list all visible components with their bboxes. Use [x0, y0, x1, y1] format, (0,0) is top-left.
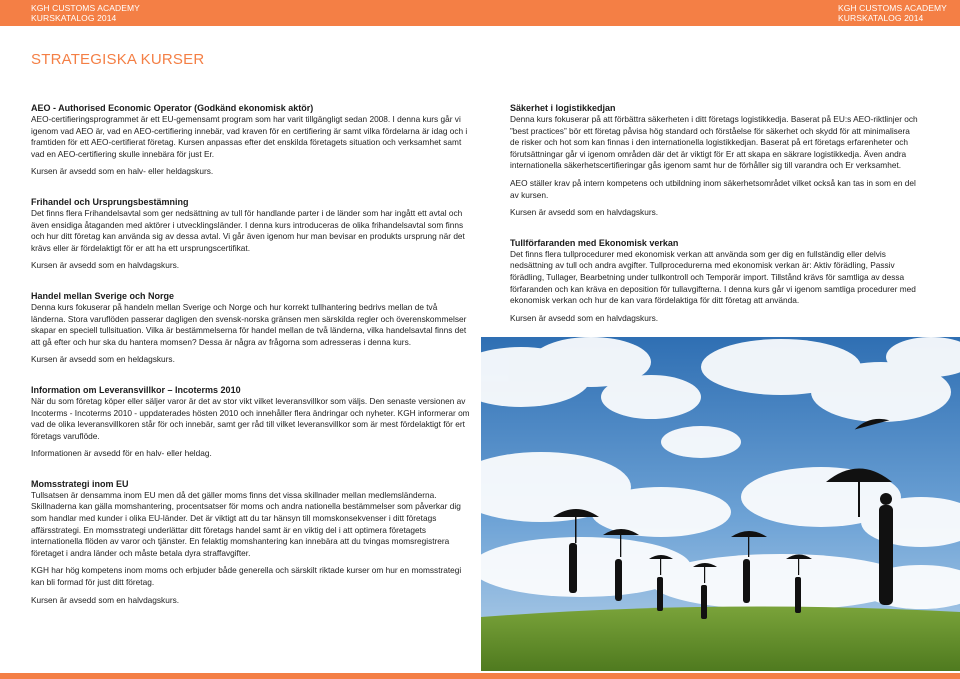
header-right [838, 3, 947, 23]
course-description: När du som företag köper eller säljer varor är det av stor vikt vilket leveransvillkor som väljs. Den senaste versionen av Incoterms - Incoterms 2010 - uppdaterades hösten 2010 och innehåller flera ändringar och nyheter. KGH informerar om vad de olika leveransvillkoren står för och innebär, samt ger råd till vilket leveransvillkor som är mest fördelaktigt för ert företags varuflöde. [31, 395, 470, 441]
course-sverige-norge [31, 290, 471, 366]
course-sakerhet [510, 102, 920, 219]
header-left-line1: KGH CUSTOMS ACADEMY [31, 3, 140, 13]
course-heading: Frihandel och Ursprungsbestämning [31, 196, 189, 207]
course-duration: Kursen är avsedd som en halvdagskurs. [31, 594, 180, 605]
course-duration: Kursen är avsedd som en heldagskurs. [31, 354, 175, 365]
course-heading: Handel mellan Sverige och Norge [31, 290, 175, 301]
course-description-extra: AEO ställer krav på intern kompetens och utbildning inom säkerhetsområdet vilket också kan tas in som en del av kursen. [510, 177, 916, 200]
course-description: Denna kurs fokuserar på handeln mellan Sverige och Norge och hur korrekt tullhantering bedrivs mellan de två länderna. Stora varuflöden passerar dagligen den svensk-norska gränsen men särskilda regler och överenskommelser skapar en speciell tullsituation. Vilka är bestämmelserna för handel mellan de två länderna, vilka handelsavtal finns det att gå efter och hur ska du hantera momsen? Dessa är några av frågorna som adresseras i denna kurs. [31, 301, 467, 347]
course-description: Denna kurs fokuserar på att förbättra säkerheten i ditt företags logistikkedja. Baserat på EU:s AEO-riktlinjer och ”best practices” bör ett företag påvisa hög standard och förståelse för säkerhet och skydd för att minimalisera de risker och hot som kan finnas i den internationella logistikkedjan. Baserat på ert företags erfarenheter och förutsättningar går vi igenom områden där det är viktigt för Er att skapa en säkrare logistikkedja. Även andra internationella säkerhetscertifieringar gås igenom samt hur de förhåller sig till varandra och Er verksamhet. [510, 114, 918, 171]
course-duration: Kursen är avsedd som en halv- eller heldagskurs. [31, 166, 214, 177]
course-duration: Kursen är avsedd som en halvdagskurs. [510, 312, 659, 323]
header-right-line2: KURSKATALOG 2014 [838, 13, 924, 23]
course-duration: Informationen är avsedd för en halv- eller heldag. [31, 448, 212, 459]
course-heading: Momsstrategi inom EU [31, 478, 129, 489]
header-bar [0, 0, 960, 26]
course-heading: Säkerhet i logistikkedjan [510, 103, 616, 113]
course-description: Tullsatsen är densamma inom EU men då det gäller moms finns det vissa skillnader mellan medlemsländerna. Skillnaderna kan gälla momshantering, procentsatser för moms och andra nationella bestämmelser som påverkar dig som handlar med kunder i olika EU-länder. Det är viktigt att du tar hänsyn till momskonsekvenser i ditt företags affärsstrategi. En momsstrategi underlättar ditt företags handel samt är en viktig del i att optimera företagets internationella flöden av varor och tjänster. En felaktig momshantering kan innebära att du tvingas momsregistrera företaget i andra länder och måste betala dyra straffavgifter. [31, 489, 461, 558]
course-momsstrategi [31, 478, 471, 606]
course-description: AEO-certifieringsprogrammet är ett EU-gemensamt program som har varit tillgängligt sedan 2008. I denna kurs går vi igenom vad AEO är, vad en AEO-certifiering innebär, vad kraven för en certifiering är samt vilka fördelarna är idag och i framtiden för ett AEO-certifierat företag. Kursen anpassas efter det enskilda företagets situation och verksamhet samt vad en AEO-certifiering skulle innebära för just Er. [31, 114, 468, 159]
course-description-extra: KGH har hög kompetens inom moms och erbjuder både generella och särskilt riktade kurser om hur en momsstrategi kan bli formad för just ditt företag. [31, 565, 462, 588]
course-tullforfaranden [510, 237, 920, 325]
course-heading: Tullförfaranden med Ekonomisk verkan [510, 237, 679, 248]
course-duration: Kursen är avsedd som en halvdagskurs. [31, 260, 180, 271]
header-left [31, 3, 140, 23]
course-frihandel [31, 196, 471, 272]
header-left-line2: KURSKATALOG 2014 [31, 13, 117, 23]
course-incoterms [31, 384, 471, 460]
umbrella-people-photo [481, 337, 960, 671]
course-description: Det finns flera Frihandelsavtal som ger nedsättning av tull för handlande parter i de länder som har ingått ett avtal och även ensidiga åtaganden med aktörer i utvecklingsländer. I denna kurs introduceras de olika frihandelsavtal som finns och hur ditt företag kan använda sig av dessa avtal. Vi går även igenom hur man bevisar en produkts ursprung när det krävs eller är fördelaktigt för er att ha ett ursprungscertifikat. [31, 207, 465, 253]
photo-illustration [481, 337, 960, 671]
course-description: Det finns flera tullprocedurer med ekonomisk verkan att använda som ger dig en fullständig eller delvis nedsättning av tull och andra avgifter. Tullprocedurerna med ekonomisk verkan är: Aktiv förädling, Passiv förädling, Tullager, Bearbetning under tullkontroll och Temporär import. Tillstånd krävs för samtliga av dessa förfaranden och kan kräva en deposition för tullavgifterna. I denna kurs går vi igenom samtliga procedurer med ekonomisk verkan och hur de kan vara fördelaktiga för ditt företag att använda. [510, 248, 916, 306]
course-heading: Information om Leveransvillkor – Incoterms 2010 [31, 384, 241, 395]
footer-bar [0, 673, 960, 679]
page-title: STRATEGISKA KURSER [31, 51, 205, 68]
course-aeo [31, 102, 471, 178]
right-column [510, 102, 920, 342]
course-heading: AEO - Authorised Economic Operator (Godkänd ekonomisk aktör) [31, 103, 314, 113]
grass-field [481, 607, 960, 671]
header-right-line1: KGH CUSTOMS ACADEMY [838, 3, 947, 13]
course-duration: Kursen är avsedd som en halvdagskurs. [510, 207, 659, 218]
left-column [31, 102, 471, 624]
